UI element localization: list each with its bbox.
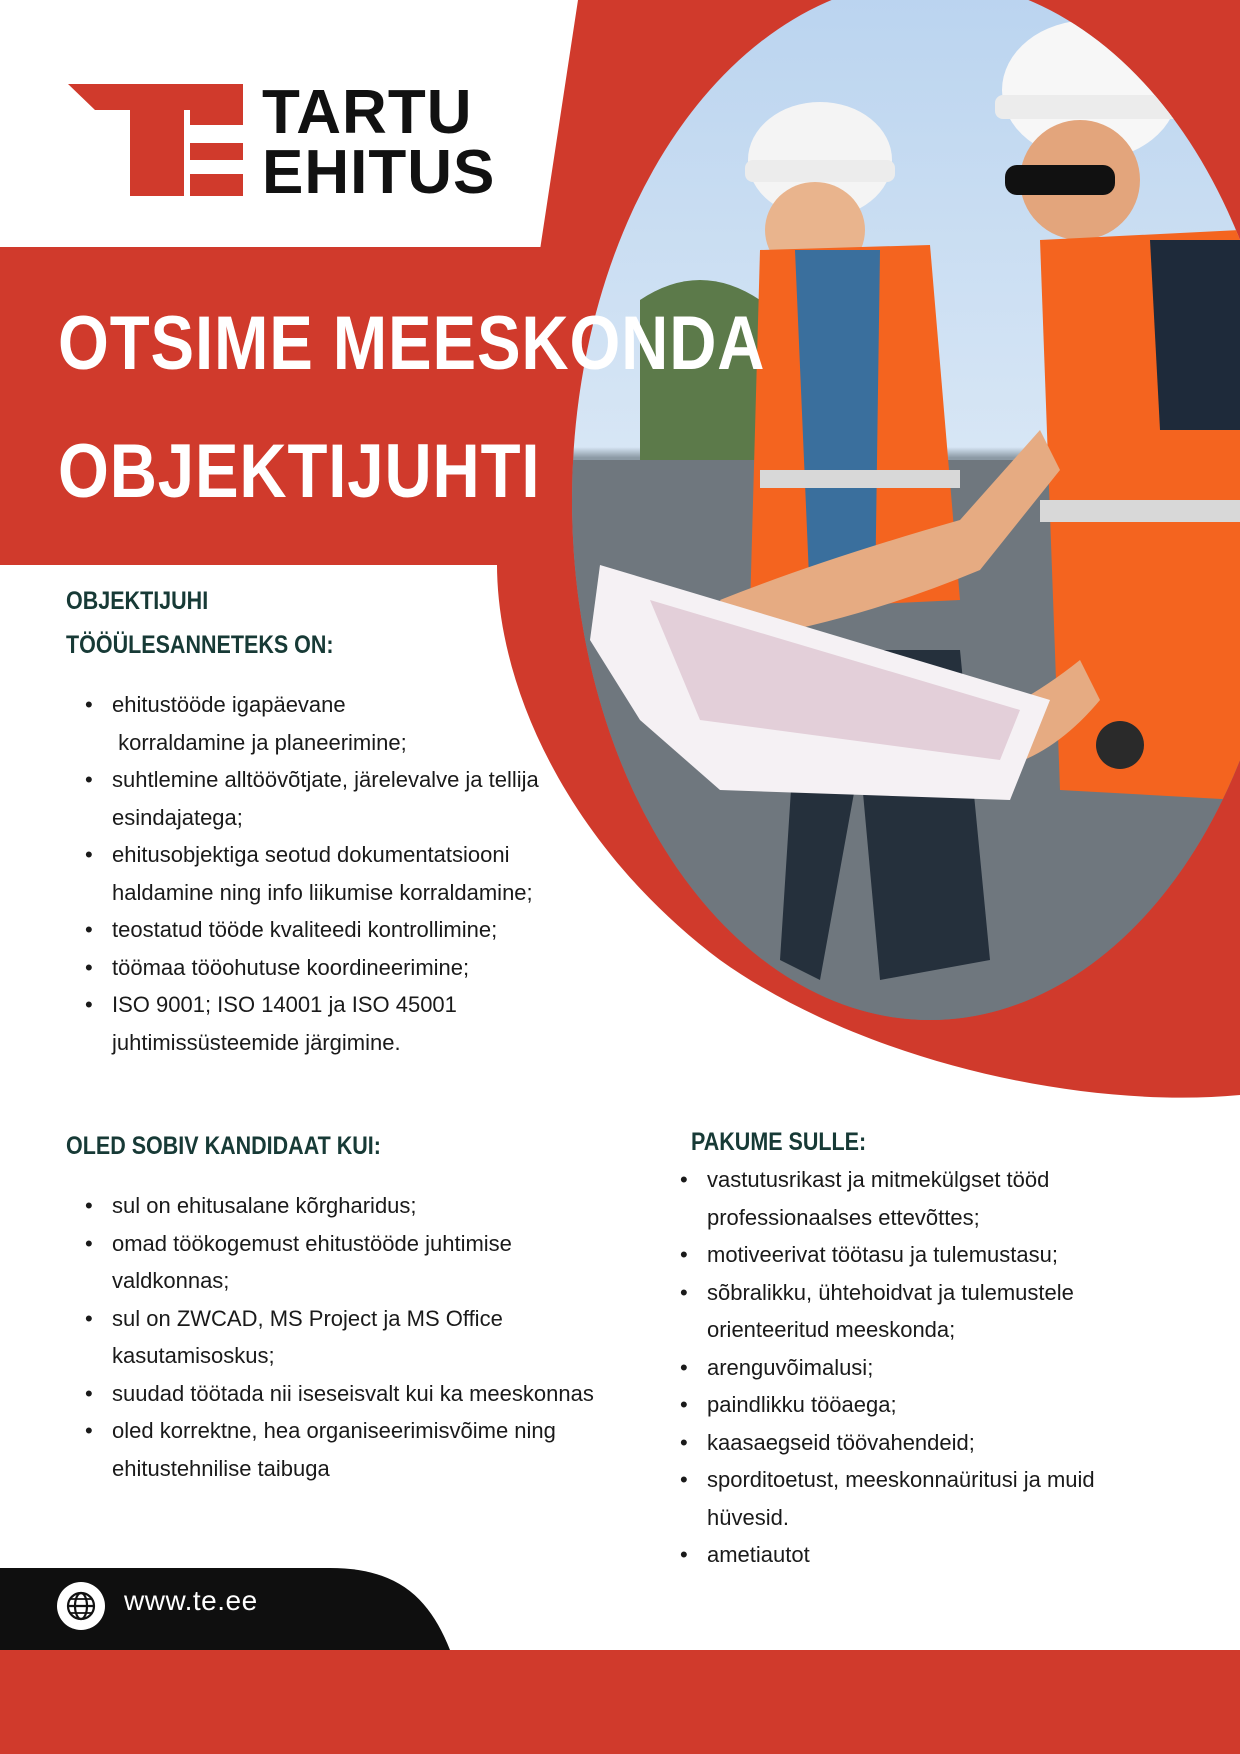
list-item: • sul on ZWCAD, MS Project ja MS Office kasutamisoskus; [112, 1300, 632, 1375]
list-item: • töömaa tööohutuse koordineerimine; [112, 949, 552, 987]
offer-list [707, 1161, 1167, 1574]
bottom-red-band [0, 1650, 1240, 1754]
list-item: • teostatud tööde kvaliteedi kontrollimine; [112, 911, 552, 949]
list-item: • arenguvõimalusi; [707, 1349, 1167, 1387]
candidate-list [112, 1187, 632, 1487]
list-item: • paindlikku tööaega; [707, 1386, 1167, 1424]
logo-word-tartu: TARTU [262, 78, 473, 147]
globe-icon [57, 1582, 105, 1630]
list-item: • motiveerivat töötasu ja tulemustasu; [707, 1236, 1167, 1274]
list-item: • vastutusrikast ja mitmekülgset tööd professionaalses ettevõttes; [707, 1161, 1167, 1236]
candidate-heading: OLED SOBIV KANDIDAAT KUI: [66, 1132, 381, 1160]
list-item: • ehitustööde igapäevane korraldamine ja planeerimine; [112, 686, 552, 761]
list-item: • omad töökogemust ehitustööde juhtimise valdkonnas; [112, 1225, 632, 1300]
duties-heading-line1: OBJEKTIJUHI [66, 587, 209, 615]
logo-mark [68, 84, 243, 196]
offer-heading: PAKUME SULLE: [691, 1128, 867, 1156]
hero-title-line2: OBJEKTIJUHTI [58, 429, 541, 514]
list-item: • oled korrektne, hea organiseerimisvõime ning ehitustehnilise taibuga [112, 1412, 632, 1487]
list-item: • ametiautot [707, 1536, 1167, 1574]
duties-heading-line2: TÖÖÜLESANNETEKS ON: [66, 631, 334, 659]
list-item: • sporditoetust, meeskonnaüritusi ja muid hüvesid. [707, 1461, 1167, 1536]
list-item: • kaasaegseid töövahendeid; [707, 1424, 1167, 1462]
list-item: • ISO 9001; ISO 14001 ja ISO 45001 juhtimissüsteemide järgimine. [112, 986, 552, 1061]
list-item: • ehitusobjektiga seotud dokumentatsiooni haldamine ning info liikumise korraldamine; [112, 836, 552, 911]
hero-title-line1: OTSIME MEESKONDA [58, 301, 766, 386]
website-link[interactable]: www.te.ee [124, 1585, 258, 1616]
list-item: • suudad töötada nii iseseisvalt kui ka meeskonnas [112, 1375, 632, 1413]
list-item: • sul on ehitusalane kõrgharidus; [112, 1187, 632, 1225]
list-item: • suhtlemine alltöövõtjate, järelevalve ja tellija esindajatega; [112, 761, 552, 836]
list-item: • sõbralikku, ühtehoidvat ja tulemustele orienteeritud meeskonda; [707, 1274, 1167, 1349]
logo-word-ehitus: EHITUS [262, 138, 496, 207]
duties-list [112, 686, 552, 1061]
